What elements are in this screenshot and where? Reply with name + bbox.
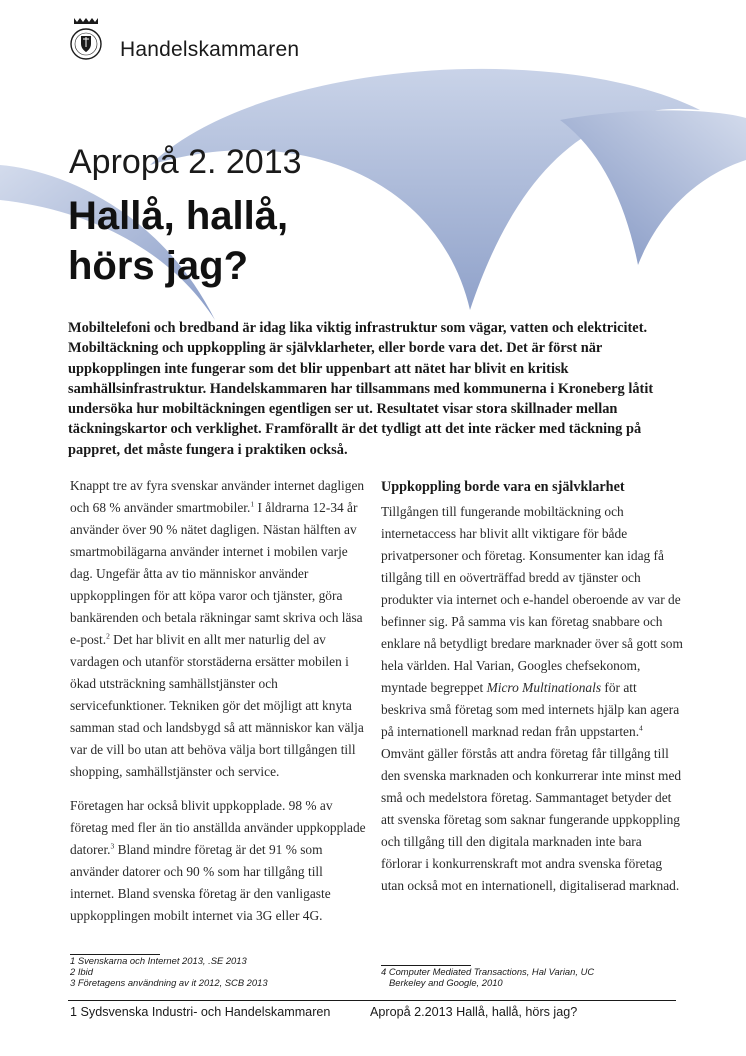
footnote-ref-1: 1 xyxy=(250,499,255,509)
text-run: Bland mindre företag är det 91 % som använder datorer och 90 % som har tillgång till internet. Bland svenska företag är den vanligaste uppkopplingen mobilt internet via 3G eller 4G. xyxy=(70,842,331,923)
footnote-ref-3: 3 xyxy=(110,841,115,851)
right-paragraph-1 xyxy=(381,501,683,897)
text-run: I åldrarna 12-34 år använder över 90 % nätet dagligen. Nästan hälften av smartmobilägarna använder internet i mobilen varje dag. Ungefär åtta av tio människor använder uppkopplingen för att köpa varor och tjänster, göra bankärenden och betala räkningar samt skriva och läsa e-post. xyxy=(70,500,363,647)
footnote-1: 1 Svenskarna och Internet 2013, .SE 2013 xyxy=(70,955,247,966)
footnotes-right xyxy=(381,965,681,988)
left-paragraph-2 xyxy=(70,795,370,927)
right-column xyxy=(381,477,683,909)
section-heading: Uppkoppling borde vara en självklarhet xyxy=(381,479,625,495)
text-run: för att beskriva små företag som med internets hjälp kan agera på internationell marknad redan från uppstarten. xyxy=(381,680,680,739)
headline-line-2: hörs jag? xyxy=(68,244,249,288)
left-paragraph-1 xyxy=(70,475,370,783)
text-run: Tillgången till fungerande mobiltäckning och internetaccess har blivit allt viktigare för både privatpersoner och företag. Konsumenter kan idag få tillgång till en oöverträffad bredd av tjänster och produkter via internet och e-handel oberoende av var de befinner sig. På samma vis kan företag snabbare och enklare nå betydligt bredare marknader över så gott som hela världen. Hal Varian, Googles chefsekonom, myntade begreppet xyxy=(381,504,683,695)
lead-paragraph: Mobiltelefoni och bredband är idag lika viktig infrastruktur som vägar, vatten och elektricitet. Mobiltäckning och uppkoppling är självklarheter, eller borde vara det. Det är först när uppkopplingen inte fungerar som det blir uppenbart att nätet har blivit en kritisk samhällsinfrastruktur. Handelskammaren har tillsammans med kommunerna i Kroneberg låtit undersöka hur mobiltäckningen egentligen ser ut. Resultatet visar stora skillnader mellan täckningskartor och verklighet. Framförallt är det tydligt att det inte räcker med täckning på pappret, det måste fungera i praktiken också. xyxy=(68,320,654,458)
headline xyxy=(68,191,468,291)
seal-icon xyxy=(68,16,104,62)
left-column xyxy=(70,475,370,939)
brand-name: Handelskammaren xyxy=(120,38,300,61)
footer-left: 1 Sydsvenska Industri- och Handelskammaren xyxy=(70,1005,331,1019)
text-run: Det har blivit en allt mer naturlig del av vardagen och utanför storstäderna ersätter mobilen i ökad utsträckning samhällstjänster och servicefunktioner. Tekniken gör det möjligt att knyta samman stad och landsbygd så att människor kan välja var de vill bo utan att behöva välja bort tillgången till shopping, samhällstjänster och service. xyxy=(70,632,364,779)
headline-line-1: Hallå, hallå, xyxy=(68,194,289,238)
issue-kicker: Apropå 2. 2013 xyxy=(69,143,302,181)
footnote-4-line-1: 4 Computer Mediated Transactions, Hal Varian, UC xyxy=(381,966,595,977)
italic-term: Micro Multinationals xyxy=(486,680,602,695)
footnote-ref-2: 2 xyxy=(106,631,110,641)
footnote-2: 2 Ibid xyxy=(70,966,93,977)
footnotes-left xyxy=(70,954,350,988)
footer-right: Apropå 2.2013 Hallå, hallå, hörs jag? xyxy=(370,1005,578,1019)
text-run: Knappt tre av fyra svenskar använder internet dagligen och 68 % använder smartmobiler. xyxy=(70,478,365,515)
text-run: Företagen har också blivit uppkopplade. 98 % av företag med fler än tio anställda använder uppkopplade datorer. xyxy=(70,798,366,857)
arc-right xyxy=(560,110,746,265)
footnote-ref-4: 4 xyxy=(639,723,643,733)
text-run: Omvänt gäller förstås att andra företag får tillgång till den svenska marknaden och konkurrerar inte minst med små och medelstora företag. Sammantaget betyder det att svenska företag som saknar fungerande uppkoppling och tillgång till den digitala marknaden inte bara förlorar i konkurrenskraft mot andra svenska företag utan också mot en internationell, digitaliserad marknad. xyxy=(381,746,682,893)
footnote-4-line-2: Berkeley and Google, 2010 xyxy=(389,977,503,988)
footer-rule xyxy=(68,1000,676,1001)
footnote-3: 3 Företagens användning av it 2012, SCB 2013 xyxy=(70,977,268,988)
